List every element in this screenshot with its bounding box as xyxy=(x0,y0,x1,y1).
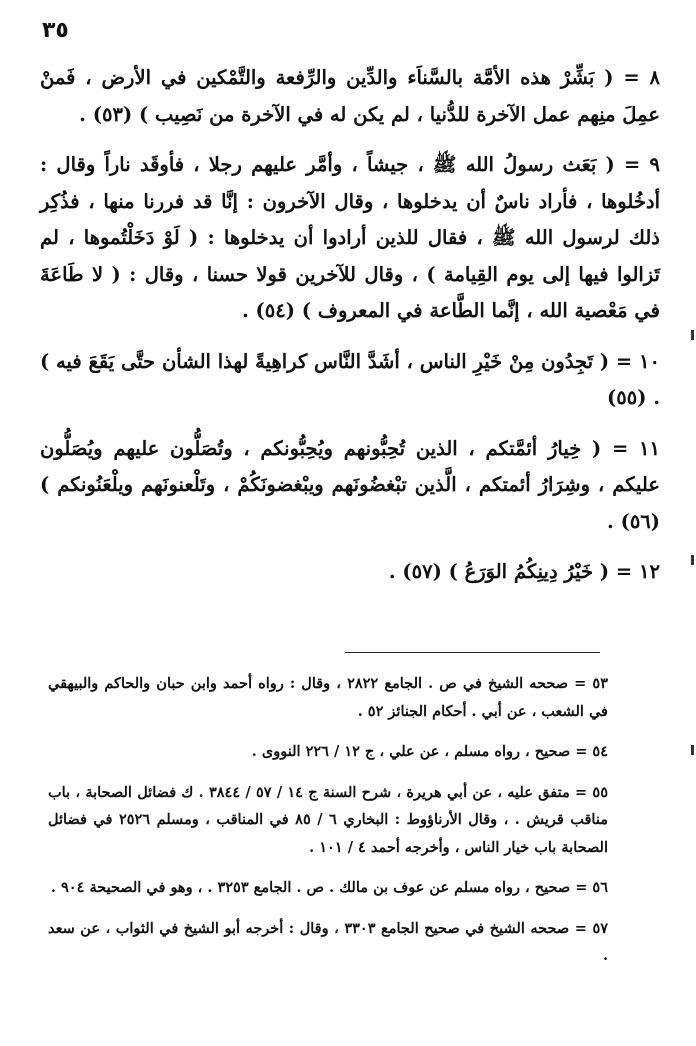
hadith-12: ١٢ = ( خَيْرُ دِينِكُمُ الوَرَعُ ) (٥٧) . xyxy=(388,560,660,583)
footnote-55: ٥٥ = متفق عليه ، عن أبي هريرة ، شرح السنة ج ١٤ / ٥٧ / ٣٨٤٤ . ك فضائل الصحابة ، باب مناقب قريش . ، وقال الأرناؤوط : البخاري ٦ / ٨٥ في المناقب ، ومسلم ٢٥٢٦ في فضائل الصحابة باب خيار الناس ، وأخرجه أحمد ٤ / ١٠١ . xyxy=(48,783,608,856)
footnotes xyxy=(48,670,608,983)
footnote-57: ٥٧ = صححه الشيخ في صحيح الجامع ٣٣٠٣ ، وقال : أخرجه أبو الشيخ في الثواب ، عن سعد . xyxy=(48,919,609,964)
scan-edge-mark xyxy=(691,555,694,565)
hadith-8: ٨ = ( بَشِّرْ هذه الأمَّة بالسَّناَء والدِّين والرِّفعة والتَّمْكين في الأرض ، فَمنْ عمِلَ منِهم عمل الآخرة للدُّنيا ، لم يكن له في الآخرة من نَصِيب ) (٥٣) . xyxy=(40,66,660,126)
hadith-11: ١١ = ( خِيارُ أئمَّتكم ، الذين تُحِبُّونهم ويُحِبُّونكم ، وتُصَلُّون عليهم ويُصَلُّون عليكم ، وشِرَارُ أئمتكم ، الَّذين تبْغضُونَهم ويبْغضونَكُمْ ، وتَلْعنونَهم ويلْعَنُونكم ) (٥٦) . xyxy=(40,436,660,533)
scan-edge-mark xyxy=(691,745,694,755)
scan-edge-mark xyxy=(691,330,694,340)
hadith-10: ١٠ = ( تَجِدُون مِنْ خَيْرِ الناس ، أشَدَّ النَّاس كراهِيةً لهذا الشأن حتَّى يَقَعَ فيه ) . (٥٥) xyxy=(40,349,660,409)
footnote-divider xyxy=(345,652,600,653)
hadith-9: ٩ = ( بَعَث رسولُ الله ﷺ ، جيشاً ، وأمَّر عليهم رجلا ، فأوقَد ناراً وقال : أدخُلوها ، فأراد ناسٌ أن يدخلوها ، وقال الآخرون : إنَّا قد فررنا منها ، فذُكِر ذلك لرسول الله ﷺ ، فقال للذين أرادوا أن يدخلوها : ( لَوْ دَخَلْتُموها ، لم تَزالوا فيها إلى يوم القِيامة ) ، وقال للآخرين قولا حسنا ، وقال : ( لا طَاعَةَ في مَعْصية الله ، إنَّما الطَّاعة في المعروف ) (٥٤) . xyxy=(40,153,660,322)
hadith-list xyxy=(40,60,660,605)
footnote-56: ٥٦ = صحيح ، رواه مسلم عن عوف بن مالك . ص . الجامع ٣٢٥٣ . ، وهو في الصحيحة ٩٠٤ . xyxy=(50,879,608,896)
page-number: ٣٥ xyxy=(42,18,69,43)
footnote-54: ٥٤ = صحيح ، رواه مسلم ، عن علي ، ج ١٢ / ٢٢٦ النووى . xyxy=(251,743,608,760)
footnote-53: ٥٣ = صححه الشيخ في ص . الجامع ٢٨٢٢ ، وقال : رواه أحمد وابن حبان والحاكم والبيهقي في الشعب ، عن أبي . أحكام الجنائز ٥٢ . xyxy=(48,675,608,720)
